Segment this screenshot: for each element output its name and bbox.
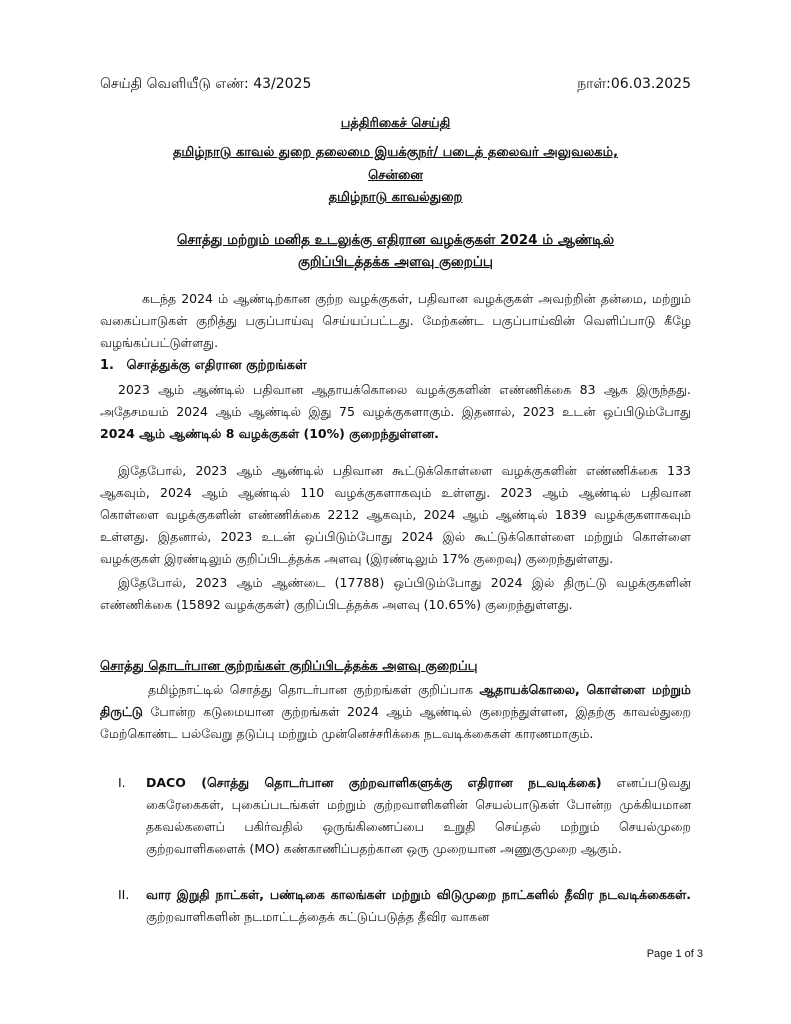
section1-paragraph2: இதேபோல், 2023 ஆம் ஆண்டில் பதிவான கூட்டுக்கொள்ளை வழக்குகளின் எண்ணிக்கை 133 ஆகவும், 2024 ஆம் ஆண்டில் 110 வழக்குகளாகவும் உள்ளது. 2023 ஆம் ஆண்டில் பதிவான கொள்ளை வழக்குகளின் எண்ணிக்கை 2212 ஆகவும், 2024 ஆம் ஆண்டில் 1839 வழக்குகளாகவும் உள்ளது. இதனால், 2023 உடன் ஒப்பிடும்போது 2024 இல் கூட்டுக்கொள்ளை மற்றும் கொள்ளை வழக்குகள் இரண்டிலும் குறிப்பிடத்தக்க அளவு (இரண்டிலும் 17% குறைவு) குறைந்துள்ளது. (100, 463, 691, 566)
office-name-line2: சென்னை (368, 168, 423, 183)
list-item-rest: குற்றவாளிகளின் நடமாட்டத்தைக் கட்டுப்படுத்த தீவிர வாகன (146, 909, 490, 924)
section2-heading: சொத்து தொடர்பான குற்றங்கள் குறிப்பிடத்தக்க அளவு குறைப்பு (100, 659, 478, 674)
list-item-number: I. (118, 775, 126, 790)
section2-bold: ஆதாயக்கொலை, கொள்ளை மற்றும் திருட்டு (100, 682, 691, 719)
subject-line1: சொத்து மற்றும் மனித உடலுக்கு எதிரான வழக்குகள் 2024 ம் ஆண்டில் (176, 232, 615, 248)
release-date: நாள்:06.03.2025 (577, 76, 691, 92)
office-name-line1: தமிழ்நாடு காவல் துறை தலைமை இயக்குநர்/ படைத் தலைவர் அலுவலகம், (172, 145, 619, 160)
press-release-title: பத்திரிகைச் செய்தி (340, 116, 451, 131)
list-item-bold: வார இறுதி நாட்கள், பண்டிகை காலங்கள் மற்றும் விடுமுறை நாட்களில் தீவிர நடவடிக்கைகள். (146, 887, 691, 902)
list-item (118, 884, 691, 928)
page-number: Page 1 of 3 (646, 948, 703, 960)
section1-title: சொத்துக்கு எதிரான குற்றங்கள் (126, 358, 307, 373)
intro-paragraph: கடந்த 2024 ம் ஆண்டிற்கான குற்ற வழக்குகள், பதிவான வழக்குகள் அவற்றின் தன்மை, மற்றும் வகைப்பாடுகள் குறித்து பகுப்பாய்வு செய்யப்பட்டது. மேற்கண்ட பகுப்பாய்வின் வெளிப்பாடு கீழே வழங்கப்பட்டுள்ளது. (100, 291, 691, 350)
subject-line2: குறிப்பிடத்தக்க அளவு குறைப்பு (298, 254, 493, 270)
list-item-text (146, 884, 691, 928)
section2-paragraph (100, 679, 691, 745)
list-item-number: II. (118, 887, 130, 902)
section1-paragraph1 (100, 379, 691, 445)
para1-bold: 2024 ஆம் ஆண்டில் 8 வழக்குகள் (10%) குறைந்துள்ளன. (100, 426, 439, 441)
list-item-bold: DACO (சொத்து தொடர்பான குற்றவாளிகளுக்கு எதிரான நடவடிக்கை) (146, 775, 602, 790)
list-item-rest: எனப்படுவது கைரேகைகள், புகைப்படங்கள் மற்றும் குற்றவாளிகளின் செயல்பாடுகள் போன்ற முக்கியமான தகவல்களைப் பகிர்வதில் ஒருங்கிணைப்பை உறுதி செய்தல் மற்றும் செயல்முறை குற்றவாளிகளைக் (MO) கண்காணிப்பதற்கான ஒரு முறையான அணுகுமுறை ஆகும். (146, 775, 691, 856)
release-number: செய்தி வெளியீடு எண்: 43/2025 (100, 76, 312, 92)
section2-text-c: போன்ற கடுமையான குற்றங்கள் 2024 ஆம் ஆண்டில் குறைந்துள்ளன, இதற்கு காவல்துறை மேற்கொண்ட பல்வேறு தடுப்பு மற்றும் முன்னெச்சரிக்கை நடவடிக்கைகள் காரணமாகும். (100, 704, 691, 741)
list-item-text (146, 772, 691, 860)
para1-text: 2023 ஆம் ஆண்டில் பதிவான ஆதாயக்கொலை வழக்குகளின் எண்ணிக்கை 83 ஆக இருந்தது. அதேசமயம் 2024 ஆம் ஆண்டில் இது 75 வழக்குகளாகும். இதனால், 2023 உடன் ஒப்பிடும்போது (100, 382, 691, 419)
section2-text-a: தமிழ்நாட்டில் சொத்து தொடர்பான குற்றங்கள் குறிப்பாக (148, 682, 480, 697)
section1-paragraph3: இதேபோல், 2023 ஆம் ஆண்டை (17788) ஒப்பிடும்போது 2024 இல் திருட்டு வழக்குகளின் எண்ணிக்கை (15892 வழக்குகள்) குறிப்பிடத்தக்க அளவு (10.65%) குறைந்துள்ளது. (100, 575, 691, 612)
section1-number: 1. (100, 358, 114, 373)
section1-heading (100, 358, 307, 374)
list-item (118, 772, 691, 860)
department-name: தமிழ்நாடு காவல்துறை (328, 190, 463, 205)
